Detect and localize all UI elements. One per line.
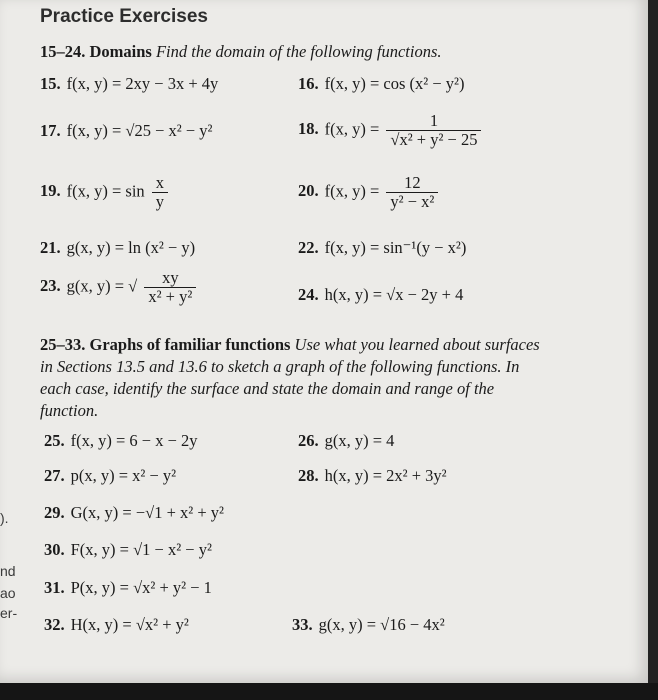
- section-range: 25–33.: [40, 335, 86, 354]
- exercise-33: 33. g(x, y) = √16 − 4x²: [292, 615, 445, 634]
- page-title: Practice Exercises: [40, 6, 208, 27]
- section-range: 15–24.: [40, 42, 86, 61]
- exercise-32: 32. H(x, y) = √x² + y²: [44, 615, 189, 634]
- section-heading: Domains: [89, 42, 152, 61]
- exercise-26: 26. g(x, y) = 4: [298, 431, 395, 450]
- section-instruction: Use what you learned about surfaces in Sections 13.5 and 13.6 to sketch a graph of the following functions. In each case, identify the surface and state the domain and range of the function.: [40, 335, 540, 420]
- margin-fragment: ).: [0, 510, 9, 526]
- background-edge: [648, 0, 658, 700]
- exercise-19: 19. f(x, y) = sin $\frac{x}{y}$: [40, 174, 171, 211]
- exercise-16: 16. f(x, y) = cos (x² − y²): [298, 74, 465, 93]
- margin-fragment: ao: [0, 585, 16, 601]
- exercise-23: 23. g(x, y) = √ $\frac{xy}{\text{x² + y²}}$: [40, 269, 199, 306]
- exercise-24: 24. h(x, y) = √x − 2y + 4: [298, 285, 464, 304]
- fraction: $\frac{1}{\text{√x² + y² − 25}}$: [386, 112, 481, 149]
- section-heading: Graphs of familiar functions: [89, 335, 291, 354]
- exercise-18: 18. f(x, y) = $\frac{1}{\text{√x² + y² − 25}}$: [298, 112, 484, 149]
- section-graphs-heading: [40, 334, 550, 422]
- exercise-21: 21. g(x, y) = ln (x² − y): [40, 238, 196, 257]
- margin-fragment: er-: [0, 605, 18, 621]
- exercise-17: 17. f(x, y) = √25 − x² − y²: [40, 121, 213, 140]
- section-domains-heading: [40, 41, 442, 63]
- exercise-25: 25. f(x, y) = 6 − x − 2y: [44, 431, 198, 450]
- exercise-31: 31. P(x, y) = √x² + y² − 1: [44, 578, 212, 597]
- margin-fragment: nd: [0, 563, 16, 579]
- background-edge: [0, 683, 658, 700]
- exercise-28: 28. h(x, y) = 2x² + 3y²: [298, 466, 447, 485]
- exercise-20: 20. f(x, y) = $\frac{12}{\text{y² − x²}}$: [298, 174, 441, 211]
- fraction: $\frac{x}{y}$: [152, 174, 168, 211]
- exercise-22: 22. f(x, y) = sin⁻¹(y − x²): [298, 238, 467, 257]
- exercise-27: 27. p(x, y) = x² − y²: [44, 466, 177, 485]
- exercise-15: 15. f(x, y) = 2xy − 3x + 4y: [40, 74, 219, 93]
- exercise-30: 30. F(x, y) = √1 − x² − y²: [44, 540, 212, 559]
- fraction: $\frac{xy}{\text{x² + y²}}$: [144, 269, 196, 306]
- section-instruction: Find the domain of the following functions.: [155, 42, 442, 61]
- fraction: $\frac{12}{\text{y² − x²}}$: [386, 174, 438, 211]
- exercise-29: 29. G(x, y) = −√1 + x² + y²: [44, 503, 224, 522]
